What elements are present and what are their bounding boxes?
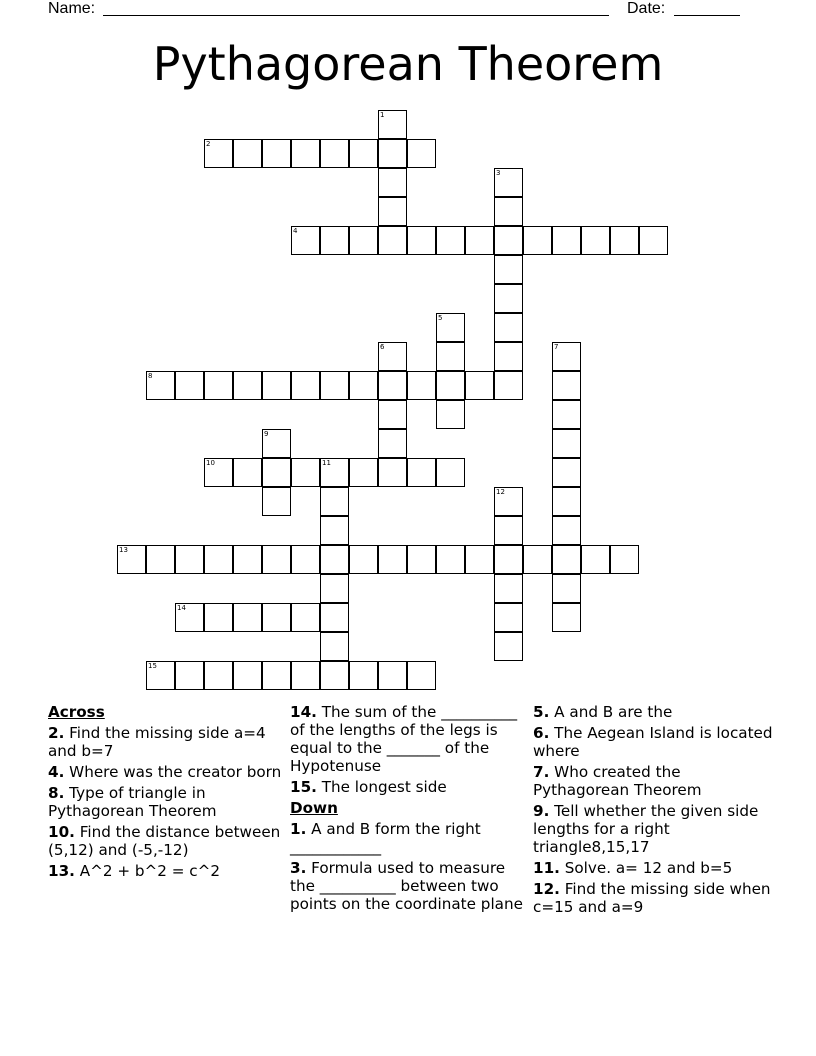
- grid-cell[interactable]: [494, 226, 523, 255]
- clue-number: 9.: [533, 802, 550, 820]
- grid-cell[interactable]: [378, 197, 407, 226]
- name-line[interactable]: [103, 1, 609, 16]
- clue-number: 7.: [533, 763, 550, 781]
- cell-number: 2: [206, 140, 211, 148]
- across-heading: Across: [48, 703, 105, 721]
- grid-cell[interactable]: [552, 458, 581, 487]
- clue-text: Find the distance between (5,12) and (-5,-12): [48, 823, 281, 859]
- grid-cell[interactable]: [378, 429, 407, 458]
- clue-number: 13.: [48, 862, 75, 880]
- grid-cell[interactable]: [175, 603, 204, 632]
- grid-cell[interactable]: [320, 632, 349, 661]
- clue-across-4: [48, 763, 284, 781]
- clue-text: Solve. a= 12 and b=5: [564, 859, 733, 877]
- grid-cell[interactable]: [378, 371, 407, 400]
- grid-cell[interactable]: [291, 371, 320, 400]
- clue-number: 10.: [48, 823, 75, 841]
- cell-number: 14: [177, 604, 186, 612]
- clues-column-2: [290, 703, 526, 916]
- grid-cell[interactable]: [639, 226, 668, 255]
- grid-cell[interactable]: [436, 400, 465, 429]
- grid-cell[interactable]: [349, 545, 378, 574]
- grid-cell[interactable]: [262, 661, 291, 690]
- grid-cell[interactable]: [494, 371, 523, 400]
- grid-cell[interactable]: [291, 458, 320, 487]
- grid-cell[interactable]: [494, 603, 523, 632]
- clue-number: 3.: [290, 859, 307, 877]
- grid-cell[interactable]: [407, 661, 436, 690]
- clue-text: Who created the Pythagorean Theorem: [533, 763, 702, 799]
- clue-text: Find the missing side when c=15 and a=9: [533, 880, 771, 916]
- cell-number: 5: [438, 314, 443, 322]
- clue-down-9: [533, 802, 773, 856]
- grid-cell[interactable]: [552, 429, 581, 458]
- grid-cell[interactable]: [378, 458, 407, 487]
- clue-text: The sum of the __________ of the lengths of the legs is equal to the _______ of the Hypotenuse: [290, 703, 518, 775]
- cell-number: 9: [264, 430, 269, 438]
- clue-across-2: [48, 724, 284, 760]
- grid-cell[interactable]: [494, 574, 523, 603]
- grid-cell[interactable]: [523, 545, 552, 574]
- grid-cell[interactable]: [262, 603, 291, 632]
- clue-number: 1.: [290, 820, 307, 838]
- down-heading: Down: [290, 799, 338, 817]
- grid-cell[interactable]: [204, 603, 233, 632]
- cell-number: 1: [380, 111, 385, 119]
- clue-across-15: [290, 778, 526, 796]
- grid-cell[interactable]: [320, 226, 349, 255]
- grid-cell[interactable]: [552, 226, 581, 255]
- grid-cell[interactable]: [378, 400, 407, 429]
- grid-cell[interactable]: [436, 226, 465, 255]
- grid-cell[interactable]: [552, 400, 581, 429]
- clue-text: Find the missing side a=4 and b=7: [48, 724, 266, 760]
- clue-text: Where was the creator born: [69, 763, 282, 781]
- grid-cell[interactable]: [291, 226, 320, 255]
- grid-cell[interactable]: [233, 371, 262, 400]
- grid-cell[interactable]: [494, 255, 523, 284]
- clue-across-14: [290, 703, 526, 775]
- grid-cell[interactable]: [262, 458, 291, 487]
- clue-number: 5.: [533, 703, 550, 721]
- clue-text: A and B are the: [554, 703, 673, 721]
- grid-cell[interactable]: [204, 661, 233, 690]
- grid-cell[interactable]: [204, 139, 233, 168]
- grid-cell[interactable]: [349, 371, 378, 400]
- grid-cell[interactable]: [204, 545, 233, 574]
- grid-cell[interactable]: [378, 661, 407, 690]
- grid-cell[interactable]: [320, 661, 349, 690]
- grid-cell[interactable]: [262, 371, 291, 400]
- clue-down-7: [533, 763, 773, 799]
- grid-cell[interactable]: [378, 110, 407, 139]
- grid-cell[interactable]: [320, 371, 349, 400]
- cell-number: 6: [380, 343, 385, 351]
- clue-across-10: [48, 823, 284, 859]
- grid-cell[interactable]: [494, 342, 523, 371]
- cell-number: 13: [119, 546, 128, 554]
- cell-number: 11: [322, 459, 331, 467]
- grid-cell[interactable]: [465, 371, 494, 400]
- cell-number: 15: [148, 662, 157, 670]
- grid-cell[interactable]: [552, 516, 581, 545]
- grid-cell[interactable]: [494, 197, 523, 226]
- grid-cell[interactable]: [204, 458, 233, 487]
- grid-cell[interactable]: [291, 661, 320, 690]
- grid-cell[interactable]: [494, 313, 523, 342]
- cell-number: 4: [293, 227, 298, 235]
- clue-down-12: [533, 880, 773, 916]
- grid-cell[interactable]: [349, 226, 378, 255]
- grid-cell[interactable]: [349, 139, 378, 168]
- grid-cell[interactable]: [494, 632, 523, 661]
- grid-cell[interactable]: [233, 139, 262, 168]
- clue-number: 4.: [48, 763, 65, 781]
- grid-cell[interactable]: [407, 458, 436, 487]
- grid-cell[interactable]: [262, 487, 291, 516]
- clue-number: 15.: [290, 778, 317, 796]
- grid-cell[interactable]: [378, 168, 407, 197]
- grid-cell[interactable]: [262, 545, 291, 574]
- date-line[interactable]: [674, 1, 740, 16]
- grid-cell[interactable]: [320, 139, 349, 168]
- clue-text: A and B form the right ____________: [290, 820, 481, 856]
- grid-cell[interactable]: [233, 458, 262, 487]
- clues-column-1: [48, 703, 284, 883]
- page-title: Pythagorean Theorem: [152, 37, 664, 91]
- grid-cell[interactable]: [407, 371, 436, 400]
- cell-number: 3: [496, 169, 501, 177]
- clue-down-1: [290, 820, 526, 856]
- date-label: Date:: [627, 0, 666, 17]
- grid-cell[interactable]: [233, 661, 262, 690]
- grid-cell[interactable]: [378, 342, 407, 371]
- grid-cell[interactable]: [552, 574, 581, 603]
- grid-cell[interactable]: [146, 545, 175, 574]
- clue-text: A^2 + b^2 = c^2: [79, 862, 221, 880]
- cell-number: 7: [554, 343, 559, 351]
- grid-cell[interactable]: [407, 545, 436, 574]
- grid-cell[interactable]: [378, 139, 407, 168]
- grid-cell[interactable]: [320, 487, 349, 516]
- clue-number: 6.: [533, 724, 550, 742]
- clue-across-13: [48, 862, 284, 880]
- grid-cell[interactable]: [494, 284, 523, 313]
- clue-across-8: [48, 784, 284, 820]
- clue-text: Formula used to measure the __________ between two points on the coordinate plane: [290, 859, 523, 913]
- grid-cell[interactable]: [494, 168, 523, 197]
- clue-down-11: [533, 859, 773, 877]
- grid-cell[interactable]: [262, 429, 291, 458]
- grid-cell[interactable]: [436, 545, 465, 574]
- grid-cell[interactable]: [581, 545, 610, 574]
- grid-cell[interactable]: [465, 545, 494, 574]
- clue-text: Tell whether the given side lengths for a right triangle8,15,17: [533, 802, 759, 856]
- grid-cell[interactable]: [610, 226, 639, 255]
- grid-cell[interactable]: [320, 458, 349, 487]
- grid-cell[interactable]: [117, 545, 146, 574]
- grid-cell[interactable]: [552, 487, 581, 516]
- grid-cell[interactable]: [320, 574, 349, 603]
- grid-cell[interactable]: [233, 545, 262, 574]
- clue-number: 11.: [533, 859, 560, 877]
- grid-cell[interactable]: [552, 371, 581, 400]
- grid-cell[interactable]: [378, 226, 407, 255]
- grid-cell[interactable]: [175, 661, 204, 690]
- grid-cell[interactable]: [146, 661, 175, 690]
- cell-number: 10: [206, 459, 215, 467]
- grid-cell[interactable]: [436, 458, 465, 487]
- cell-number: 8: [148, 372, 153, 380]
- grid-cell[interactable]: [175, 371, 204, 400]
- grid-cell[interactable]: [494, 487, 523, 516]
- grid-cell[interactable]: [320, 603, 349, 632]
- name-label: Name:: [48, 0, 96, 17]
- grid-cell[interactable]: [552, 342, 581, 371]
- clue-number: 8.: [48, 784, 65, 802]
- clue-text: The Aegean Island is located where: [533, 724, 773, 760]
- grid-cell[interactable]: [349, 458, 378, 487]
- clue-number: 14.: [290, 703, 317, 721]
- grid-cell[interactable]: [407, 139, 436, 168]
- grid-cell[interactable]: [581, 226, 610, 255]
- grid-cell[interactable]: [436, 313, 465, 342]
- clue-down-3: [290, 859, 526, 913]
- grid-cell[interactable]: [494, 545, 523, 574]
- grid-cell[interactable]: [320, 516, 349, 545]
- grid-cell[interactable]: [552, 545, 581, 574]
- clue-number: 2.: [48, 724, 65, 742]
- clues-column-3: [533, 703, 773, 919]
- grid-cell[interactable]: [407, 226, 436, 255]
- grid-cell[interactable]: [204, 371, 233, 400]
- grid-cell[interactable]: [320, 545, 349, 574]
- grid-cell[interactable]: [436, 371, 465, 400]
- grid-cell[interactable]: [494, 516, 523, 545]
- grid-cell[interactable]: [610, 545, 639, 574]
- grid-cell[interactable]: [175, 545, 204, 574]
- grid-cell[interactable]: [523, 226, 552, 255]
- grid-cell[interactable]: [291, 139, 320, 168]
- grid-cell[interactable]: [436, 342, 465, 371]
- clue-number: 12.: [533, 880, 560, 898]
- clue-text: The longest side: [321, 778, 447, 796]
- grid-cell[interactable]: [262, 139, 291, 168]
- cell-number: 12: [496, 488, 505, 496]
- grid-cell[interactable]: [378, 545, 407, 574]
- clue-text: Type of triangle in Pythagorean Theorem: [48, 784, 217, 820]
- clue-down-6: [533, 724, 773, 760]
- grid-cell[interactable]: [146, 371, 175, 400]
- grid-cell[interactable]: [291, 603, 320, 632]
- clue-down-5: [533, 703, 773, 721]
- grid-cell[interactable]: [291, 545, 320, 574]
- grid-cell[interactable]: [233, 603, 262, 632]
- grid-cell[interactable]: [552, 603, 581, 632]
- grid-cell[interactable]: [465, 226, 494, 255]
- grid-cell[interactable]: [349, 661, 378, 690]
